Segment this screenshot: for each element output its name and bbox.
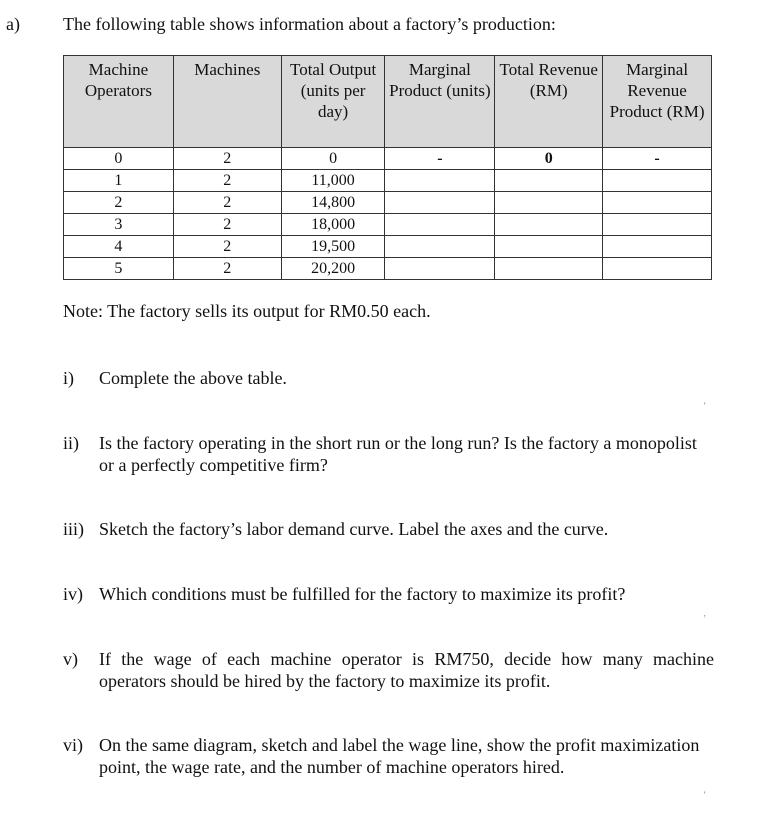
cell-operators: 5 bbox=[64, 258, 174, 280]
question-number: iv) bbox=[63, 584, 83, 604]
question-text: On the same diagram, sketch and label the wage line, show the profit maximization point, the wage rate, and the number of machine operators hired. bbox=[99, 735, 700, 777]
cell-total-output: 19,500 bbox=[281, 236, 385, 258]
question-number: vi) bbox=[63, 735, 83, 755]
header-marginal-product: Marginal Product (units) bbox=[385, 56, 495, 148]
cell-machines: 2 bbox=[173, 192, 281, 214]
question-text: Is the factory operating in the short run or the long run? Is the factory a monopolist or a perfectly competitive firm? bbox=[99, 433, 697, 475]
header-total-revenue: Total Revenue (RM) bbox=[495, 56, 603, 148]
part-label: a) bbox=[6, 14, 20, 34]
cell-marginal-product bbox=[385, 170, 495, 192]
cell-marginal-product: - bbox=[385, 148, 495, 170]
cell-mrp bbox=[603, 236, 712, 258]
cell-mrp bbox=[603, 214, 712, 236]
cell-machines: 2 bbox=[173, 214, 281, 236]
note-text: Note: The factory sells its output for RM0.50 each. bbox=[63, 301, 431, 321]
cell-mrp: - bbox=[603, 148, 712, 170]
cell-total-output: 20,200 bbox=[281, 258, 385, 280]
header-machine-operators: Machine Operators bbox=[64, 56, 174, 148]
cell-machines: 2 bbox=[173, 148, 281, 170]
cell-total-output: 0 bbox=[281, 148, 385, 170]
table-row bbox=[64, 148, 712, 170]
cell-total-revenue bbox=[495, 214, 603, 236]
stray-mark: ‘ bbox=[703, 401, 707, 412]
stray-mark: ‘ bbox=[703, 790, 707, 801]
cell-machines: 2 bbox=[173, 236, 281, 258]
header-machines: Machines bbox=[173, 56, 281, 148]
header-total-output: Total Output (units per day) bbox=[281, 56, 385, 148]
cell-machines: 2 bbox=[173, 258, 281, 280]
question-number: ii) bbox=[63, 433, 79, 453]
cell-mrp bbox=[603, 192, 712, 214]
question-text: Which conditions must be fulfilled for the factory to maximize its profit? bbox=[99, 584, 626, 604]
question-number: v) bbox=[63, 649, 78, 669]
table-row bbox=[64, 236, 712, 258]
intro-text: The following table shows information about a factory’s production: bbox=[63, 14, 556, 34]
cell-total-revenue bbox=[495, 236, 603, 258]
cell-total-revenue bbox=[495, 258, 603, 280]
cell-total-revenue bbox=[495, 170, 603, 192]
cell-marginal-product bbox=[385, 236, 495, 258]
cell-total-output: 14,800 bbox=[281, 192, 385, 214]
cell-machines: 2 bbox=[173, 170, 281, 192]
question-text: Sketch the factory’s labor demand curve. Label the axes and the curve. bbox=[99, 519, 609, 539]
cell-operators: 2 bbox=[64, 192, 174, 214]
cell-marginal-product bbox=[385, 192, 495, 214]
cell-total-output: 18,000 bbox=[281, 214, 385, 236]
cell-total-revenue bbox=[495, 192, 603, 214]
production-table bbox=[63, 55, 712, 280]
cell-marginal-product bbox=[385, 214, 495, 236]
question-text: Complete the above table. bbox=[99, 368, 287, 388]
cell-marginal-product bbox=[385, 258, 495, 280]
table-row bbox=[64, 258, 712, 280]
question-number: iii) bbox=[63, 519, 84, 539]
cell-total-output: 11,000 bbox=[281, 170, 385, 192]
header-mrp: Marginal Revenue Product (RM) bbox=[603, 56, 712, 148]
table-row bbox=[64, 170, 712, 192]
cell-operators: 4 bbox=[64, 236, 174, 258]
table-row bbox=[64, 214, 712, 236]
cell-operators: 1 bbox=[64, 170, 174, 192]
question-text: If the wage of each machine operator is RM750, decide how many machine operators should be hired by the factory to maximize its profit. bbox=[99, 649, 714, 691]
cell-mrp bbox=[603, 170, 712, 192]
cell-mrp bbox=[603, 258, 712, 280]
cell-total-revenue: 0 bbox=[495, 148, 603, 170]
cell-operators: 3 bbox=[64, 214, 174, 236]
stray-mark: ’ bbox=[703, 614, 707, 625]
table-header-row bbox=[64, 56, 712, 148]
cell-operators: 0 bbox=[64, 148, 174, 170]
table-row bbox=[64, 192, 712, 214]
question-number: i) bbox=[63, 368, 74, 388]
